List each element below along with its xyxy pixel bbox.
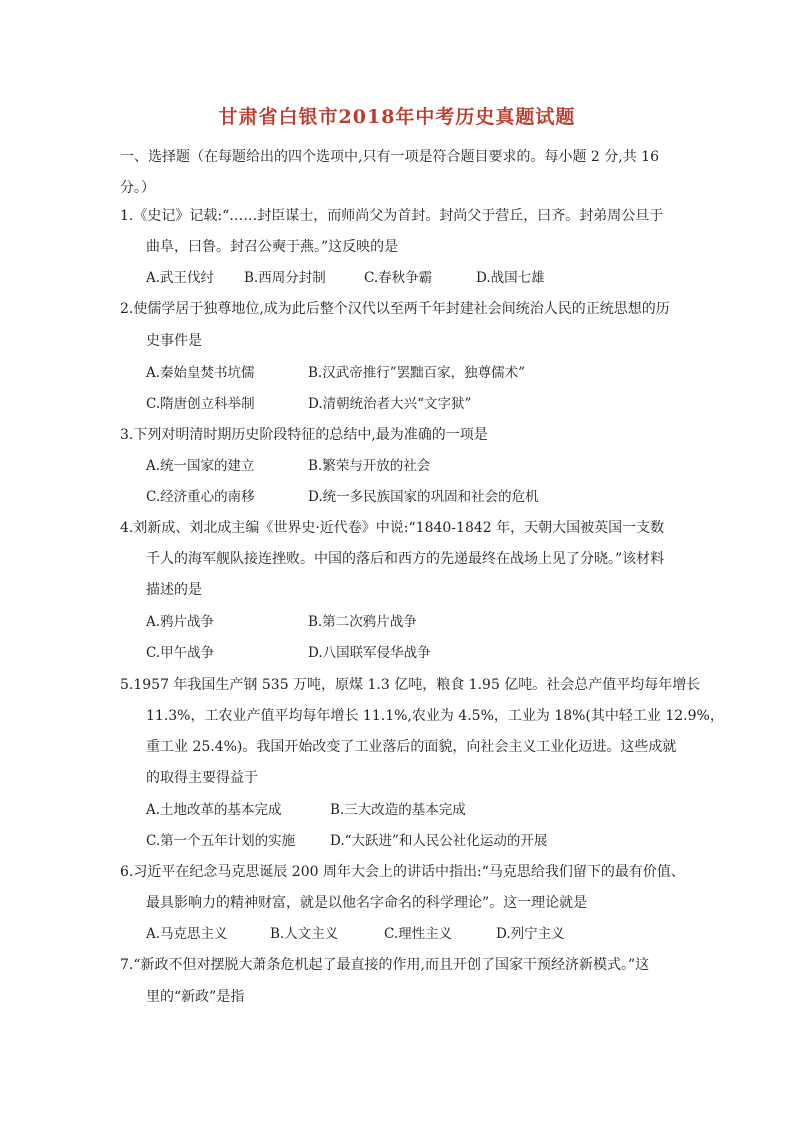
question-2-option-b: B.汉武帝推行”罢黜百家，独尊儒术”	[308, 365, 526, 381]
question-6-option-d: D.列宁主义	[496, 926, 565, 942]
question-7-line-1: 7.“新政不但对摆脱大萧条危机起了最直接的作用,而且开创了国家干预经济新模式。”这	[120, 957, 650, 973]
question-3-line-1: 3.下列对明清时期历史阶段特征的总结中,最为准确的一项是	[120, 427, 488, 443]
question-5-option-a: A.土地改革的基本完成	[146, 802, 282, 818]
question-2-option-a: A.秦始皇焚书坑儒	[146, 365, 255, 381]
question-6-line-2: 最具影响力的精神财富，就是以他名字命名的科学理论”。这一理论就是	[146, 895, 588, 911]
question-1-line-2: 曲阜，曰鲁。封召公奭于燕。”这反映的是	[146, 239, 399, 255]
section-instruction-line-2: 分。）	[120, 180, 155, 196]
question-2-line-1: 2.使儒学居于独尊地位,成为此后整个汉代以至两千年封建社会间统治人民的正统思想的历	[120, 301, 670, 317]
question-5-option-d: D.“大跃进”和人民公社化运动的开展	[330, 833, 548, 849]
question-7-line-2: 里的“新政”是指	[146, 989, 245, 1005]
question-4-line-2: 千人的海军舰队接连挫败。中国的落后和西方的先递最终在战场上见了分晓。”该材料	[146, 551, 665, 567]
question-4-option-d: D.八国联军侵华战争	[308, 645, 431, 661]
question-4-option-a: A.鸦片战争	[146, 614, 215, 630]
question-6-line-1: 6.习近平在纪念马克思诞辰 200 周年大会上的讲话中指出:“马克思给我们留下的最有价值、	[120, 864, 685, 880]
question-1-line-1: 1.《史记》记载:“……封臣谋士，而师尚父为首封。封尚父于营丘，曰齐。封弟周公旦于	[120, 208, 664, 224]
question-4-line-1: 4.刘新成、刘北成主编《世界史·近代卷》中说:“1840-1842 年，天朝大国被英国一支数	[120, 520, 665, 536]
question-2-option-c: C.隋唐创立科举制	[146, 396, 255, 412]
question-4-option-b: B.第二次鸦片战争	[308, 614, 417, 630]
question-5-line-3: 重工业 25.4%)。我国开始改变了工业落后的面貌，向社会主义工业化迈进。这些成就	[146, 739, 677, 755]
question-1-option-d: D.战国七雄	[476, 270, 545, 286]
page-title: 甘肃省白银市2018年中考历史真题试题	[218, 106, 576, 128]
question-2-line-2: 史事件是	[146, 333, 202, 349]
section-instruction-line-1: 一、选择题（在每题给出的四个选项中,只有一项是符合题目要求的。每小题 2 分,共 16	[120, 149, 659, 165]
question-3-option-c: C.经济重心的南移	[146, 489, 255, 505]
question-1-option-c: C.春秋争霸	[364, 270, 433, 286]
question-6-option-c: C.理性主义	[384, 926, 453, 942]
question-5-line-4: 的取得主要得益于	[146, 770, 258, 786]
question-3-option-b: B.繁荣与开放的社会	[308, 458, 431, 474]
question-2-option-d: D.清朝统治者大兴“文字狱”	[308, 396, 472, 412]
question-5-option-b: B.三大改造的基本完成	[330, 802, 466, 818]
question-1-option-b: B.西周分封制	[244, 270, 326, 286]
question-3-option-a: A.统一国家的建立	[146, 458, 255, 474]
question-5-option-c: C.第一个五年计划的实施	[146, 833, 296, 849]
question-4-option-c: C.甲午战争	[146, 645, 215, 661]
question-5-line-2: 11.3%，工农业产值平均每年增长 11.1%,农业为 4.5%，工业为 18%(其中轻工业 12.9%，	[146, 708, 724, 724]
question-1-option-a: A.武王伐纣	[146, 270, 215, 286]
question-6-option-a: A.马克思主义	[146, 926, 228, 942]
question-3-option-d: D.统一多民族国家的巩固和社会的危机	[308, 489, 539, 505]
question-5-line-1: 5.1957 年我国生产钢 535 万吨，原煤 1.3 亿吨，粮食 1.95 亿吨。社会总产值平均每年增长	[120, 677, 701, 693]
question-6-option-b: B.人文主义	[270, 926, 339, 942]
question-4-line-3: 描述的是	[146, 582, 202, 598]
